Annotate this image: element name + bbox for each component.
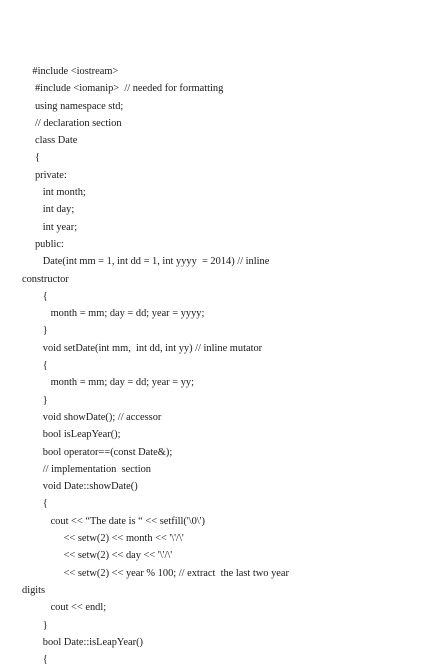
code-line: << setw(2) << month << '\'/\' <box>22 533 184 545</box>
code-line: month = mm; day = dd; year = yyyy; <box>22 308 205 320</box>
code-line: void setDate(int mm, int dd, int yy) // inline mutator <box>22 342 263 354</box>
code-line: #include <iostream> <box>22 66 119 77</box>
code-line: { <box>22 498 48 510</box>
code-line: << setw(2) << day << '\'/\' <box>22 550 173 562</box>
code-line: using namespace std; <box>22 100 124 112</box>
code-line: // implementation section <box>22 463 151 475</box>
code-line: private: <box>22 169 67 181</box>
code-line: void showDate(); // accessor <box>22 411 162 423</box>
code-line: // declaration section <box>22 117 122 129</box>
code-line: { <box>22 360 48 372</box>
code-line: int year; <box>22 221 78 233</box>
code-listing <box>22 63 417 668</box>
code-line: << setw(2) << year % 100; // extract the last two year <box>22 567 289 579</box>
code-line: } <box>22 394 48 406</box>
code-line: } <box>22 619 48 631</box>
code-line: bool operator==(const Date&); <box>22 446 173 458</box>
code-line: int month; <box>22 187 86 199</box>
code-line: { <box>22 654 48 666</box>
code-line: { <box>22 152 40 164</box>
code-line: } <box>22 325 48 337</box>
code-line: Date(int mm = 1, int dd = 1, int yyyy = 2014) // inline <box>22 256 270 268</box>
code-line: void Date::showDate() <box>22 481 138 493</box>
code-line: cout << endl; <box>22 602 107 614</box>
code-line: cout << “The date is “ << setfill('\0\') <box>22 515 205 527</box>
code-line: constructor <box>22 273 69 285</box>
code-line: bool isLeapYear(); <box>22 429 121 441</box>
code-line: #include <iomanip> // needed for formatting <box>22 83 224 95</box>
code-line: int day; <box>22 204 75 216</box>
code-line: class Date <box>22 135 78 147</box>
code-line: public: <box>22 238 64 250</box>
code-line: month = mm; day = dd; year = yy; <box>22 377 194 389</box>
code-line: { <box>22 290 48 302</box>
code-line: bool Date::isLeapYear() <box>22 636 144 648</box>
code-line: digits <box>22 584 46 596</box>
